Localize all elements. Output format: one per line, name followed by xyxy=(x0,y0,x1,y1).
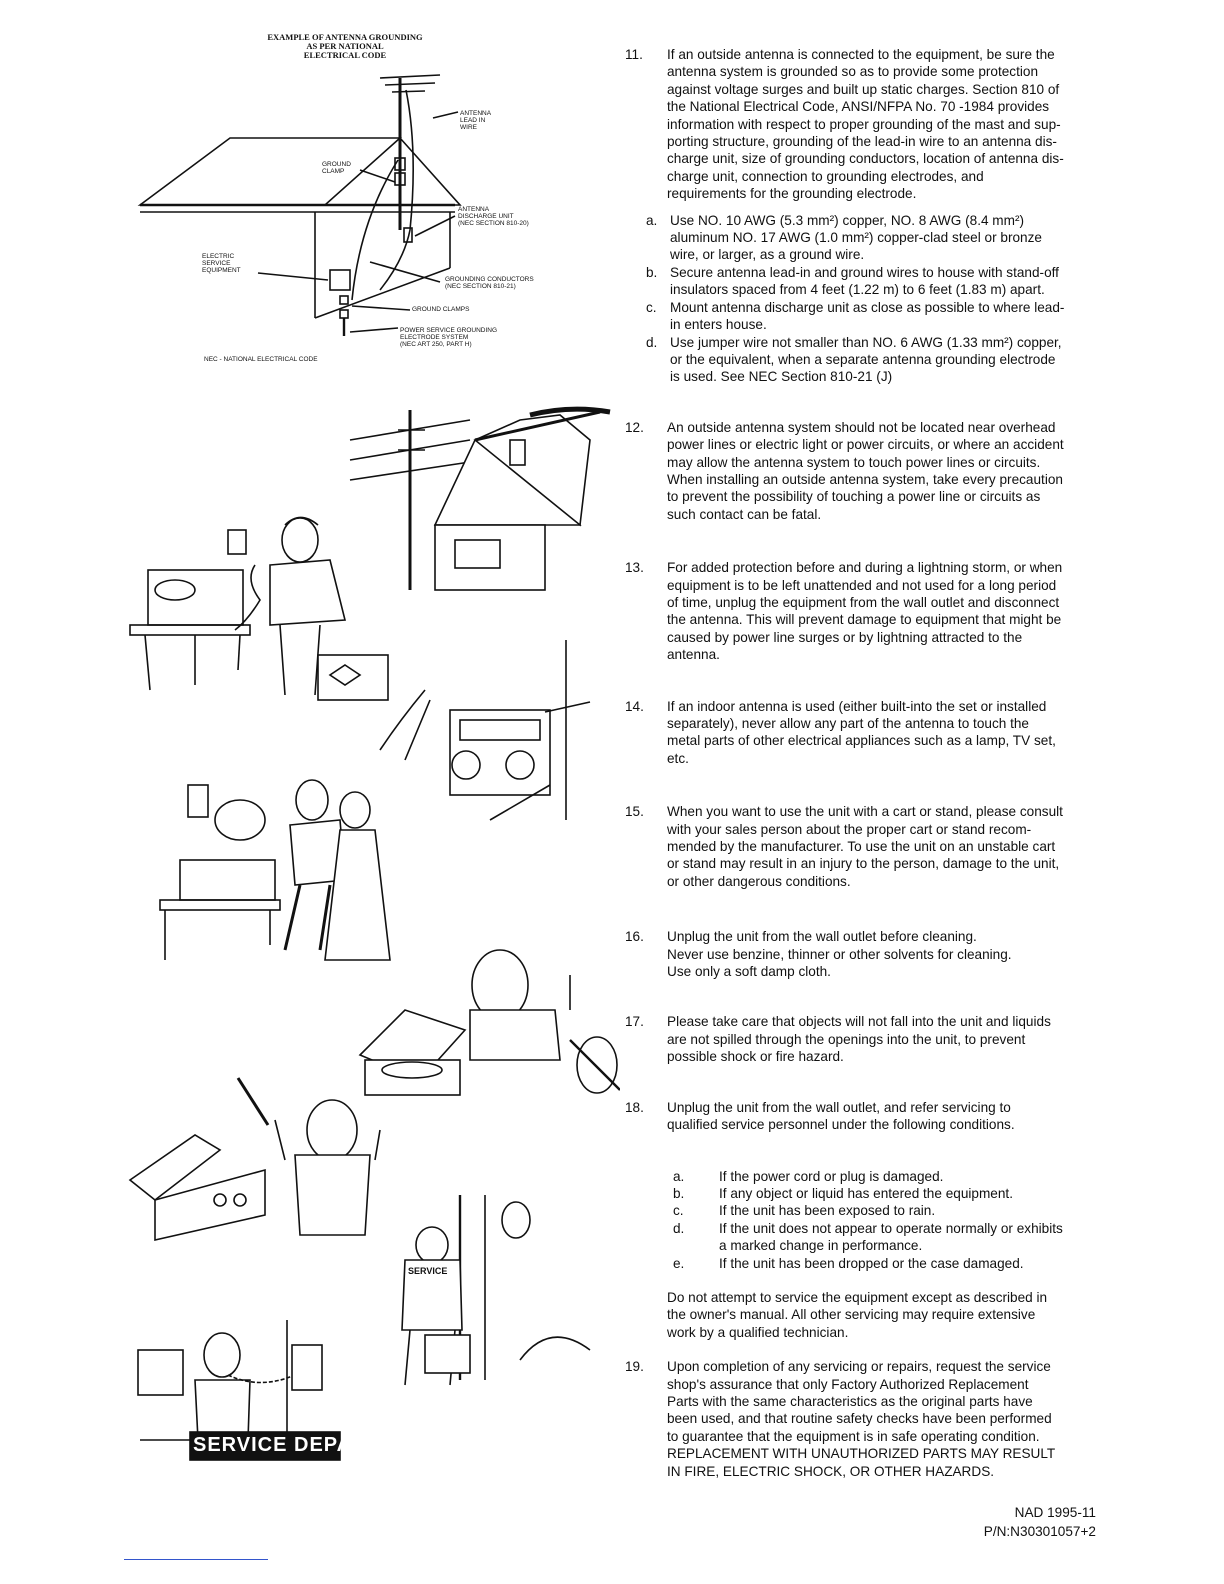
part-number: P/N:N30301057+2 xyxy=(983,1524,1096,1539)
grounding-diagram xyxy=(140,75,460,336)
instructions-column xyxy=(625,46,1096,1480)
item-15: 15. When you want to use the unit with a cart or stand, please consult with your sales person about the proper cart or stand recom- mended by the manufacturer. To use the unit on an unstable cart or stand may result in an injury to the person, damage to the unit, or other dangerous conditions. xyxy=(625,804,1063,889)
service-jacket-label: SERVICE xyxy=(408,1266,448,1276)
screwdriver-scene xyxy=(130,1078,380,1240)
man-unplugging xyxy=(130,518,388,701)
service-man-scene xyxy=(402,1195,590,1385)
item-18-text: 18. Unplug the unit from the wall outlet, and refer servicing to qualified service personnel under the following conditions. xyxy=(625,1099,1015,1133)
radio-scene xyxy=(380,640,590,820)
label-antenna-lead: ANTENNA LEAD IN WIRE xyxy=(460,110,492,131)
label-ground-clamp: GROUND CLAMP xyxy=(322,161,351,175)
item-11-sublist xyxy=(646,212,1096,386)
diagram-title: EXAMPLE OF ANTENNA GROUNDING AS PER NATIONAL ELECTRICAL CODE xyxy=(267,32,423,60)
item-12: 12. An outside antenna system should not be located near overhead power lines or electric light or power circuits, or where an accident may allow the antenna system to touch power lines or circuits. When installing an outside antenna system, take every precaution to prevent the possibility of touching a power line or circuits as such contact can be fatal. xyxy=(625,419,1064,522)
item-13: 13. For added protection before and during a lightning storm, or when equipment is to be left unattended and not used for a long period of time, unplug the equipment from the wall outlet and disconnect the antenna. This will prevent damage to equipment that might be caused by power line surges or by lightning attracted to the antenna. xyxy=(625,560,1063,663)
turntable-scene xyxy=(360,950,620,1095)
item-18 xyxy=(625,1099,1096,1341)
item-11-text: 11. If an outside antenna is connected to the equipment, be sure the antenna system is grounded so as to provide some protection against voltage surges and built up static charges. Section 810 of the National Electrical Code, ANSI/NFPA No. 70 -1984 provides information with respect to proper grounding of the mast and sup- porting structure, grounding of the lead-in wire to an antenna dis- charge unit, size of grounding conductors, location of antenna dis- charge unit, connection to grounding electrodes, and requirements for the grounding electrode. xyxy=(625,47,1064,202)
label-grounding-conductors: GROUNDING CONDUCTORS (NEC SECTION 810-21) xyxy=(445,276,534,290)
power-line-scene xyxy=(350,409,610,590)
label-power-service: POWER SERVICE GROUNDING ELECTRODE SYSTEM (NEC ART 250, PART H) xyxy=(400,327,498,348)
dancing-couple-scene xyxy=(160,780,390,960)
doc-number: NAD 1995-11 xyxy=(1014,1505,1096,1520)
item-19: 19. Upon completion of any servicing or repairs, request the service shop's assurance that only Factory Authorized Replacement Parts with the same characteristics as the original parts have been used, and that routine safety checks have been performed to guarantee that the equipment is in safe operating condition. REPLACEMENT WITH UNAUTHORIZED PARTS MAY RESULT IN FIRE, ELECTRIC SHOCK, OR OTHER HAZARDS. xyxy=(625,1359,1056,1479)
item-16: 16. Unplug the unit from the wall outlet before cleaning. Never use benzine, thinner or other solvents for cleaning. Use only a soft damp cloth. xyxy=(625,929,1012,980)
sublist-item: b. Secure antenna lead-in and ground wires to house with stand-off insulators spaced from 4 feet (1.22 m) to 6 feet (1.83 m) apart. xyxy=(646,264,1059,298)
sublist-item: a. Use NO. 10 AWG (5.3 mm²) copper, NO. 8 AWG (8.4 mm²) aluminum NO. 17 AWG (1.0 mm²) copper-clad steel or bronze wire, or larger, as a ground wire. xyxy=(646,212,1042,263)
page-rule xyxy=(124,1559,268,1560)
item-18-note: Do not attempt to service the equipment except as described in the owner's manual. All other servicing may require extensive work by a qualified technician. xyxy=(667,1289,1048,1340)
sublist-item: d. Use jumper wire not smaller than NO. 6 AWG (1.33 mm²) copper, or the equivalent, when a separate antenna grounding electrode is used. See NEC Section 810-21 (J) xyxy=(646,334,1062,385)
item-18-sublist xyxy=(646,1168,1096,1272)
footer xyxy=(984,1503,1096,1541)
sublist-item: c. If the unit has been exposed to rain. xyxy=(673,1203,936,1219)
item-11 xyxy=(625,46,1096,386)
service-department-sign: SERVICE DEPART xyxy=(193,1434,381,1456)
sublist-item: b. If any object or liquid has entered the equipment. xyxy=(673,1185,1013,1201)
item-14: 14. If an indoor antenna is used (either built-into the set or installed separately), never allow any part of the antenna to touch the metal parts of other electrical appliances such as a lamp, TV set, etc. xyxy=(625,698,1056,766)
sublist-item: e. If the unit has been dropped or the case damaged. xyxy=(673,1255,1024,1271)
label-nec: NEC - NATIONAL ELECTRICAL CODE xyxy=(204,356,318,363)
sublist-item: a. If the power cord or plug is damaged. xyxy=(673,1168,944,1184)
sublist-item: c. Mount antenna discharge unit as close as possible to where lead- in enters house. xyxy=(646,299,1065,333)
item-17: 17. Please take care that objects will not fall into the unit and liquids are not spilled through the openings into the unit, to prevent possible shock or fire hazard. xyxy=(625,1014,1051,1065)
label-ground-clamps: GROUND CLAMPS xyxy=(412,306,470,313)
label-discharge-unit: ANTENNA DISCHARGE UNIT (NEC SECTION 810-20) xyxy=(458,206,529,227)
label-electric-service: ELECTRIC SERVICE EQUIPMENT xyxy=(202,253,241,274)
sublist-item: d. If the unit does not appear to operate normally or exhibits a marked change in performance. xyxy=(673,1220,1063,1254)
